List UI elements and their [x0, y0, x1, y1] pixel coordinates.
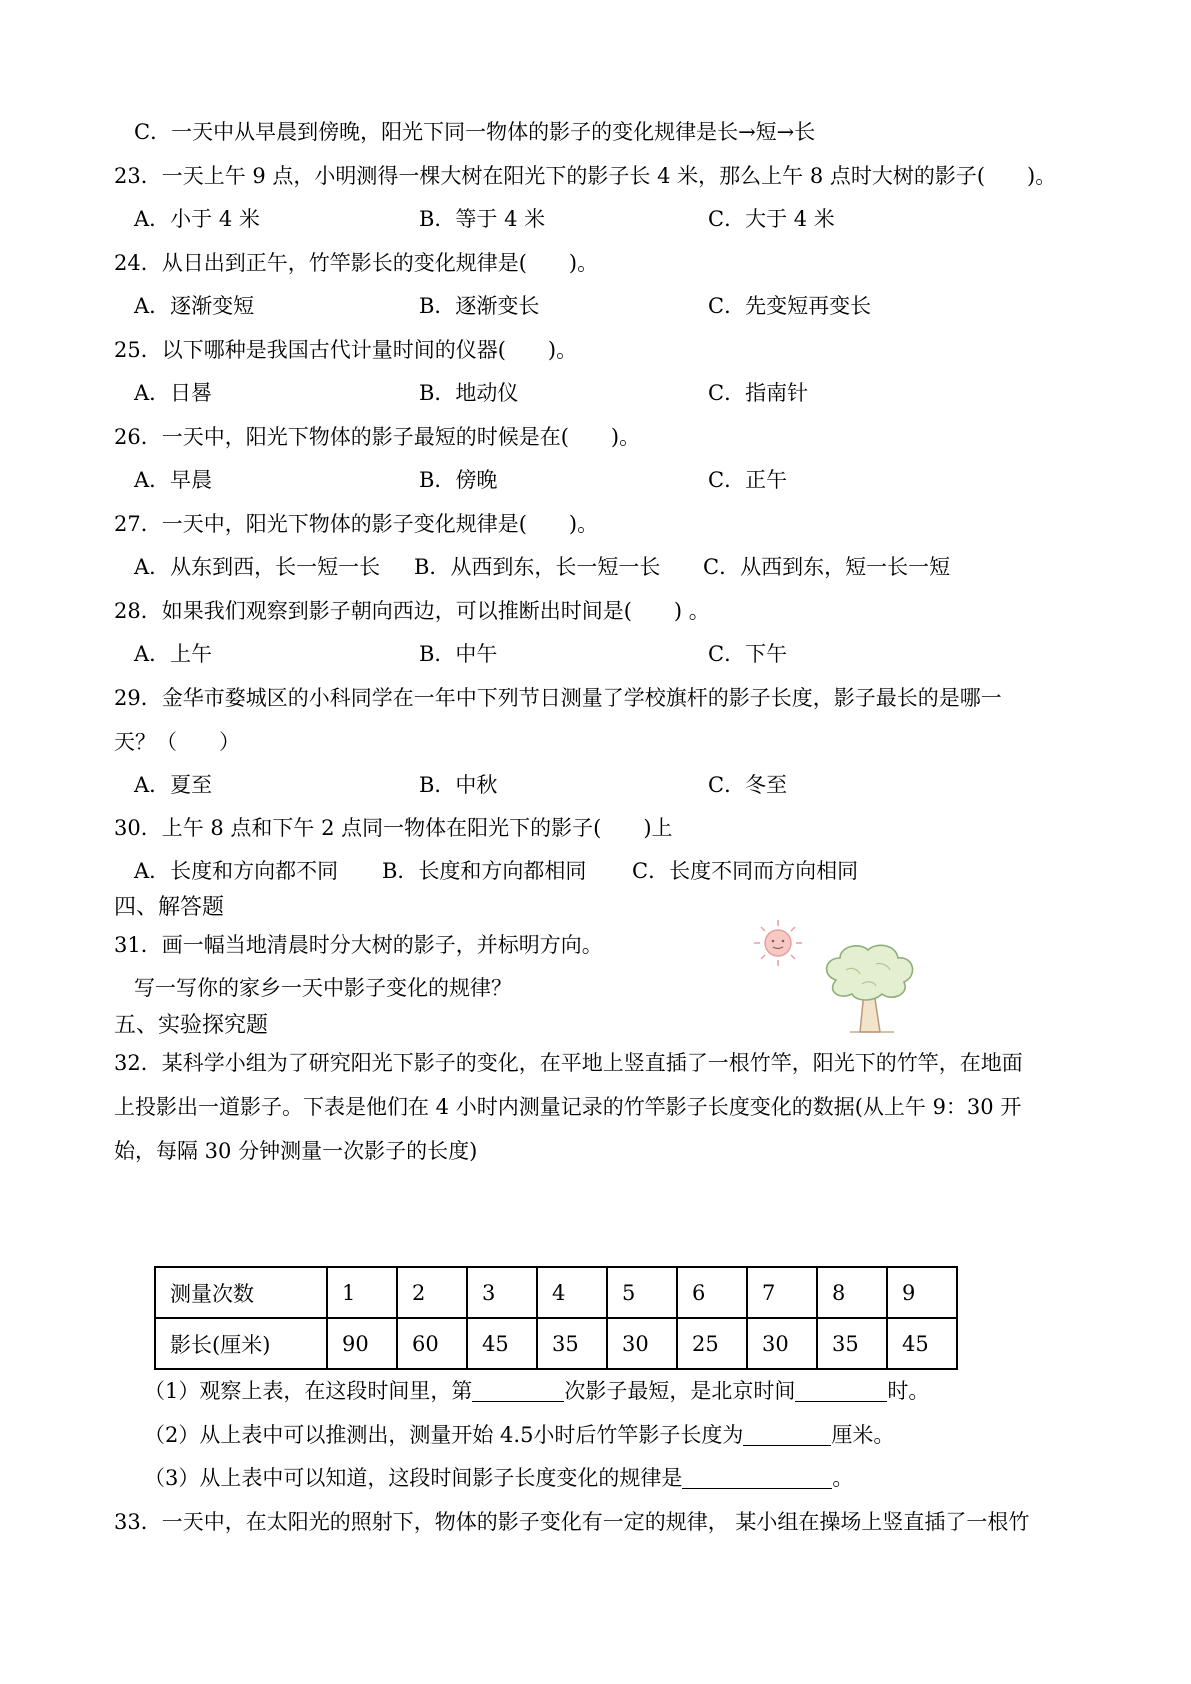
q28-stem: 28．如果我们观察到影子朝向西边，可以推断出时间是( ) 。: [114, 599, 710, 623]
table-cell: 2: [397, 1267, 467, 1318]
q32-subquestion-2: [144, 1420, 894, 1450]
q25-option-b: B．地动仪: [419, 381, 519, 405]
sub3-text-b: 。: [832, 1466, 854, 1490]
table-cell: 45: [467, 1318, 537, 1369]
q28-option-c: C．下午: [708, 642, 788, 666]
table-cell: 90: [327, 1318, 397, 1369]
q32-stem-line1: 32．某科学小组为了研究阳光下影子的变化，在平地上竖直插了一根竹竿，阳光下的竹竿，在地面: [114, 1051, 1023, 1075]
q25-option-c: C．指南针: [708, 381, 809, 405]
q27-option-b: B．从西到东，长一短一长: [414, 555, 661, 579]
table-row: [155, 1267, 957, 1318]
tree-icon: [816, 940, 924, 1036]
sub2-text-a: （2）从上表中可以推测出，测量开始 4.5小时后竹竿影子长度为: [144, 1423, 744, 1447]
q30-option-b: B．长度和方向都相同: [382, 859, 587, 883]
q23-stem: 23．一天上午 9 点，小明测得一棵大树在阳光下的影子长 4 米，那么上午 8 点时大树的影子( )。: [114, 164, 1057, 188]
table-cell: 3: [467, 1267, 537, 1318]
q26-option-a: A．早晨: [134, 468, 213, 492]
table-cell: 9: [887, 1267, 957, 1318]
sub1-text-b: 次影子最短，是北京时间: [564, 1379, 796, 1403]
q29-option-c: C．冬至: [708, 773, 788, 797]
table-cell: 35: [537, 1318, 607, 1369]
q29-stem-line2: 天？（ ）: [114, 730, 240, 754]
sub1-text-a: （1）观察上表，在这段时间里，第: [144, 1379, 473, 1403]
q32-stem-line3: 始，每隔 30 分钟测量一次影子的长度): [114, 1139, 478, 1163]
q23-option-b: B．等于 4 米: [419, 207, 546, 231]
table-row: [155, 1318, 957, 1369]
q29-option-b: B．中秋: [419, 773, 498, 797]
answer-blank[interactable]: [472, 1379, 564, 1402]
q25-stem: 25．以下哪种是我国古代计量时间的仪器( )。: [114, 338, 578, 362]
q30-option-c: C．长度不同而方向相同: [632, 859, 859, 883]
q30-option-a: A．长度和方向都不同: [134, 859, 339, 883]
q23-option-a: A．小于 4 米: [134, 207, 260, 231]
q27-stem: 27．一天中，阳光下物体的影子变化规律是( )。: [114, 512, 599, 536]
table-cell: 7: [747, 1267, 817, 1318]
table-cell: 30: [607, 1318, 677, 1369]
answer-blank[interactable]: [743, 1423, 831, 1446]
sub1-text-c: 时。: [887, 1379, 930, 1403]
table-cell: 1: [327, 1267, 397, 1318]
q32-subquestion-3: [144, 1463, 853, 1493]
q24-option-c: C．先变短再变长: [708, 294, 872, 318]
section-heading-5: 五、实验探究题: [114, 1013, 269, 1038]
sun-icon: [748, 918, 808, 968]
q23-option-c: C．大于 4 米: [708, 207, 835, 231]
answer-blank[interactable]: [795, 1379, 887, 1402]
q31-stem: 31．画一幅当地清晨时分大树的影子，并标明方向。: [114, 933, 603, 957]
sub3-text-a: （3）从上表中可以知道，这段时间影子长度变化的规律是: [144, 1466, 683, 1490]
q27-option-c: C．从西到东，短一长一短: [703, 555, 951, 579]
q31-prompt: 写一写你的家乡一天中影子变化的规律？: [134, 976, 512, 1000]
table-header-cell: 影长(厘米): [155, 1318, 327, 1369]
q28-option-b: B．中午: [419, 642, 498, 666]
q33-stem: 33．一天中，在太阳光的照射下，物体的影子变化有一定的规律， 某小组在操场上竖直插了一根竹: [114, 1510, 1030, 1534]
table-cell: 35: [817, 1318, 887, 1369]
table-cell: 8: [817, 1267, 887, 1318]
q24-stem: 24．从日出到正午，竹竿影长的变化规律是( )。: [114, 251, 599, 275]
q28-option-a: A．上午: [134, 642, 213, 666]
table-cell: 5: [607, 1267, 677, 1318]
q26-option-b: B．傍晚: [419, 468, 498, 492]
q26-option-c: C．正午: [708, 468, 788, 492]
q27-option-a: A．从东到西，长一短一长: [134, 555, 381, 579]
table-cell: 25: [677, 1318, 747, 1369]
section-heading-4: 四、解答题: [114, 895, 225, 920]
q25-option-a: A．日晷: [134, 381, 213, 405]
q24-option-a: A．逐渐变短: [134, 294, 255, 318]
q32-subquestion-1: [144, 1376, 929, 1406]
q29-stem-line1: 29．金华市婺城区的小科同学在一年中下列节日测量了学校旗杆的影子长度，影子最长的是哪一: [114, 686, 1002, 710]
q29-option-a: A．夏至: [134, 773, 213, 797]
shadow-data-table: [154, 1266, 958, 1370]
table-cell: 30: [747, 1318, 817, 1369]
q22-option-c: C．一天中从早晨到傍晚，阳光下同一物体的影子的变化规律是长→短→长: [134, 120, 816, 144]
table-cell: 45: [887, 1318, 957, 1369]
table-header-cell: 测量次数: [155, 1267, 327, 1318]
table-cell: 4: [537, 1267, 607, 1318]
answer-blank[interactable]: [682, 1466, 832, 1489]
q30-stem: 30．上午 8 点和下午 2 点同一物体在阳光下的影子( )上: [114, 816, 673, 840]
q32-stem-line2: 上投影出一道影子。下表是他们在 4 小时内测量记录的竹竿影子长度变化的数据(从上午 9：30 开: [114, 1095, 1022, 1119]
table-cell: 60: [397, 1318, 467, 1369]
sub2-text-b: 厘米。: [831, 1423, 895, 1447]
q26-stem: 26．一天中，阳光下物体的影子最短的时候是在( )。: [114, 425, 641, 449]
q24-option-b: B．逐渐变长: [419, 294, 540, 318]
table-cell: 6: [677, 1267, 747, 1318]
